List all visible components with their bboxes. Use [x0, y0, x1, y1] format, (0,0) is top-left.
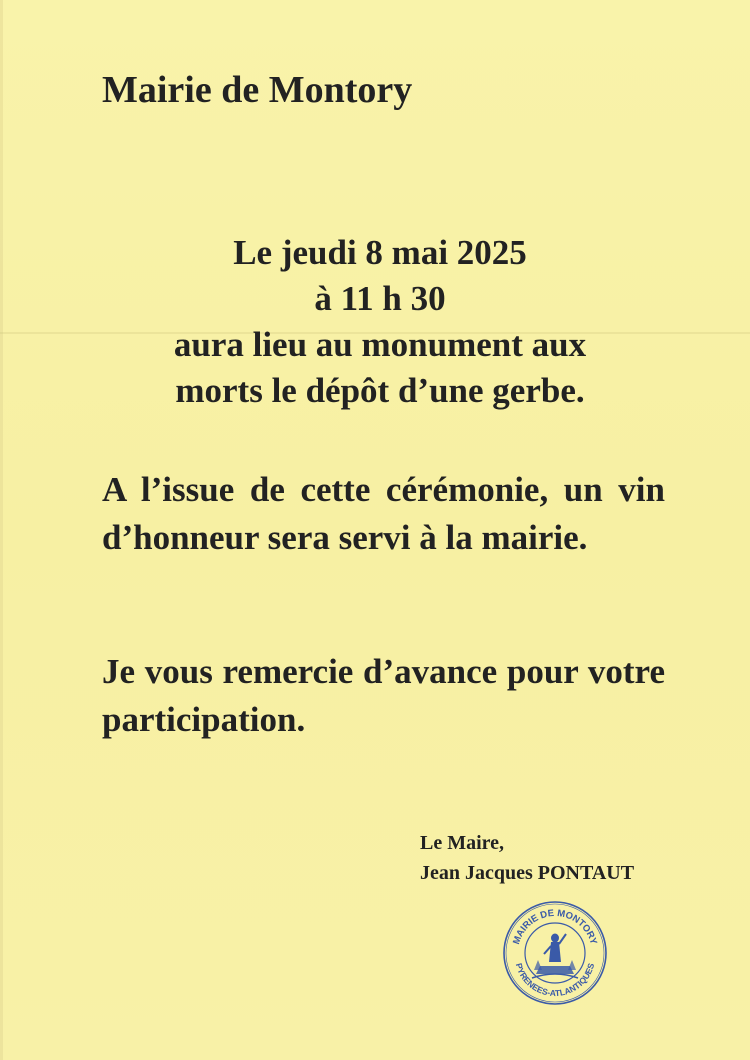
event-time: à 11 h 30: [314, 279, 446, 318]
seal-top-text: MAIRIE DE MONTORY: [511, 907, 599, 946]
event-description-line-1: aura lieu au monument aux: [173, 325, 587, 364]
page-title: Mairie de Montory: [102, 69, 413, 111]
signature-role: Le Maire,: [420, 832, 505, 854]
thanks-paragraph: Je vous remercie d’avance pour votre participation.: [102, 652, 665, 739]
seal-bottom-text: PYRENEES-ATLANTIQUES: [513, 961, 597, 999]
seal-emblem-icon: [532, 934, 578, 979]
signature-block: [420, 828, 634, 888]
town-hall-seal-stamp: [502, 900, 608, 1006]
event-description-line-2: morts le dépôt d’une gerbe.: [175, 371, 585, 410]
paper-edge: [0, 0, 3, 1060]
reception-paragraph: A l’issue de cette cérémonie, un vin d’honneur sera servi à la mairie.: [102, 470, 665, 557]
signature-name: Jean Jacques PONTAUT: [420, 862, 635, 884]
event-announcement: [60, 230, 700, 414]
event-date: Le jeudi 8 mai 2025: [233, 233, 527, 272]
